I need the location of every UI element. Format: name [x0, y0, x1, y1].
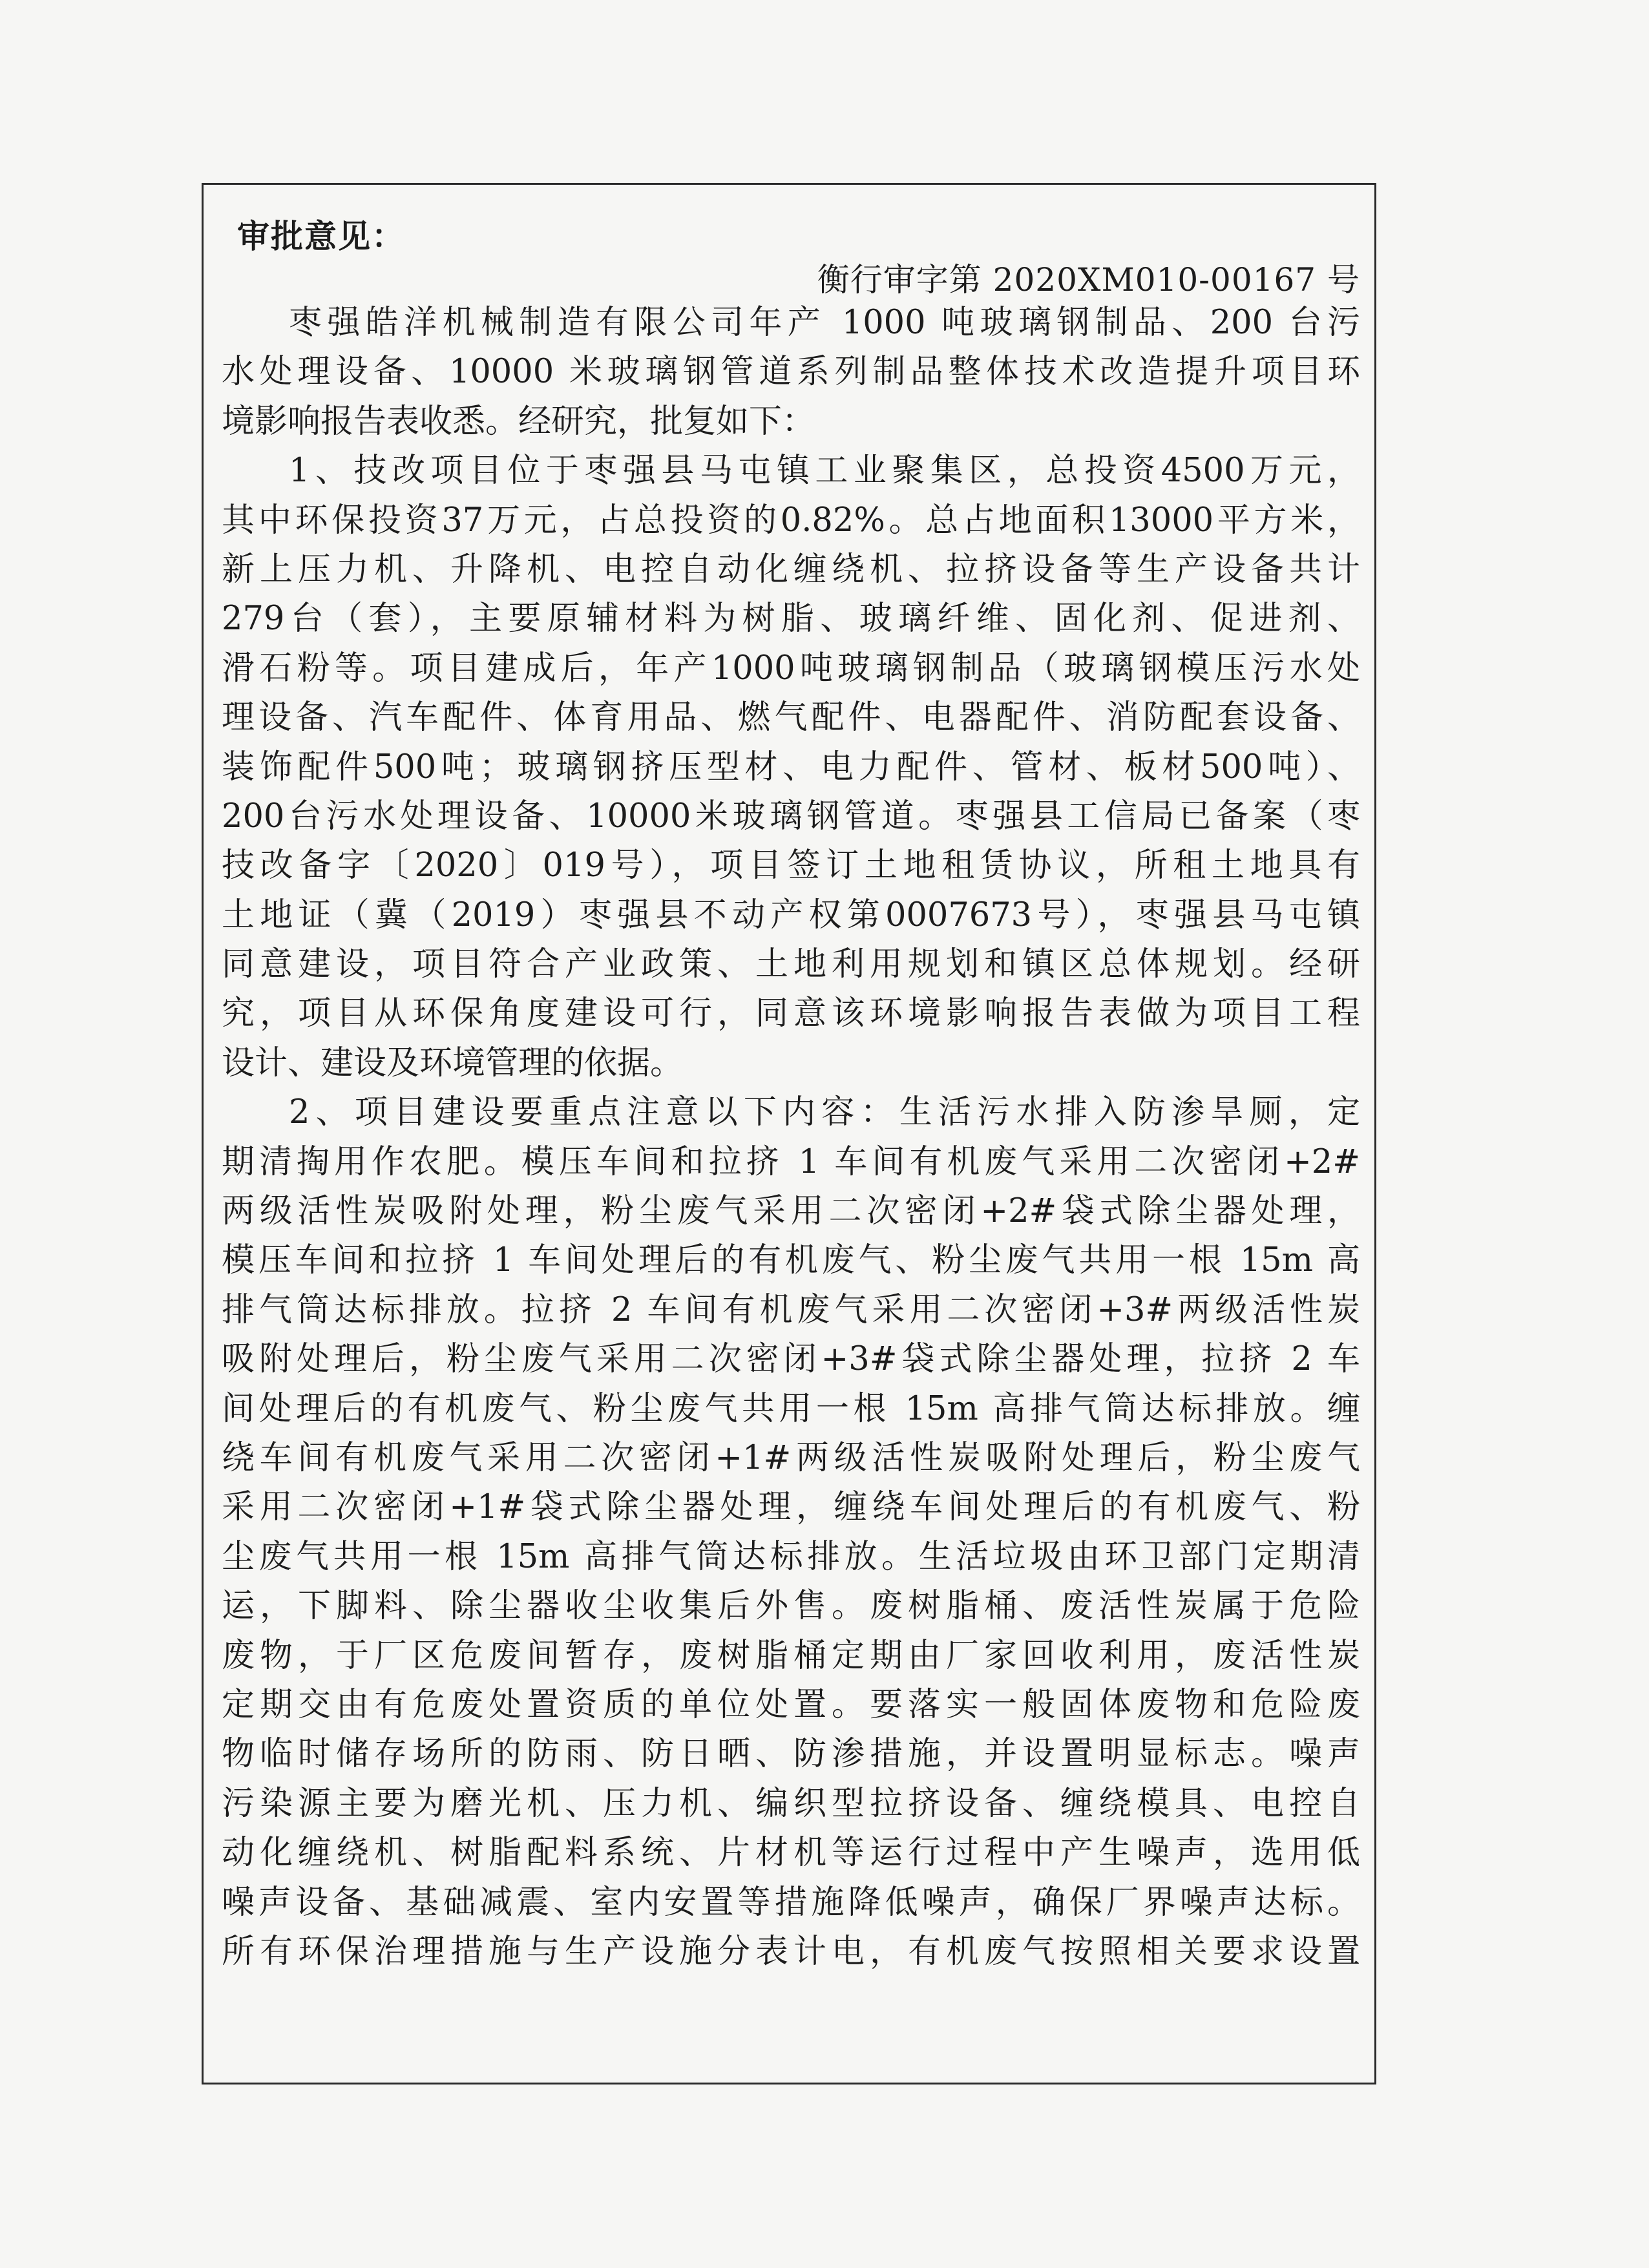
- paragraph-1-line: 设计、建设及环境管理的依据。: [222, 1044, 684, 1082]
- paragraph-2-line: 所有环保治理措施与生产设施分表计电，有机废气按照相关要求设置: [222, 1932, 1360, 1971]
- paragraph-1-line: 究，项目从环保角度建设可行，同意该环境影响报告表做为项目工程: [222, 994, 1360, 1033]
- paragraph-1-line: 滑石粉等。项目建成后，年产1000吨玻璃钢制品（玻璃钢模压污水处: [222, 649, 1360, 688]
- paragraph-2-line: 绕车间有机废气采用二次密闭+1#两级活性炭吸附处理后，粉尘废气: [222, 1438, 1360, 1477]
- paragraph-2-line: 运，下脚料、除尘器收尘收集后外售。废树脂桶、废活性炭属于危险: [222, 1587, 1360, 1626]
- paragraph-2-line: 模压车间和拉挤 1 车间处理后的有机废气、粉尘废气共用一根 15m 高: [222, 1241, 1360, 1280]
- document-number: 衡行审字第 2020XM010-00167 号: [817, 261, 1360, 299]
- intro-line: 水处理设备、10000 米玻璃钢管道系列制品整体技术改造提升项目环: [222, 353, 1360, 392]
- approval-opinion-box: [202, 183, 1376, 2084]
- paragraph-1-line: 装饰配件500吨；玻璃钢挤压型材、电力配件、管材、板材500吨）、: [222, 748, 1360, 786]
- paragraph-1-line: 技改备字〔2020〕019号），项目签订土地租赁协议，所租土地具有: [222, 846, 1360, 885]
- paragraph-2-line: 尘废气共用一根 15m 高排气筒达标排放。生活垃圾由环卫部门定期清: [222, 1537, 1360, 1576]
- paragraph-2-line: 排气筒达标排放。拉挤 2 车间有机废气采用二次密闭+3#两级活性炭: [222, 1290, 1360, 1329]
- paragraph-2-line: 废物，于厂区危废间暂存，废树脂桶定期由厂家回收利用，废活性炭: [222, 1636, 1360, 1675]
- approval-body: [222, 299, 1360, 1977]
- paragraph-1-line: 其中环保投资37万元，占总投资的0.82%。总占地面积13000平方米，: [222, 501, 1360, 540]
- paragraph-1-line: 理设备、汽车配件、体育用品、燃气配件、电器配件、消防配套设备、: [222, 698, 1360, 737]
- paragraph-2-line: 污染源主要为磨光机、压力机、编织型拉挤设备、缠绕模具、电控自: [222, 1784, 1360, 1823]
- paragraph-2-line: 采用二次密闭+1#袋式除尘器处理，缠绕车间处理后的有机废气、粉: [222, 1488, 1360, 1527]
- paragraph-2-line: 动化缠绕机、树脂配料系统、片材机等运行过程中产生噪声，选用低: [222, 1834, 1360, 1873]
- intro-line: 境影响报告表收悉。经研究，批复如下：: [222, 402, 815, 441]
- paragraph-1-line: 新上压力机、升降机、电控自动化缠绕机、拉挤设备等生产设备共计: [222, 550, 1360, 589]
- paragraph-1-line: 200台污水处理设备、10000米玻璃钢管道。枣强县工信局已备案（枣: [222, 797, 1360, 835]
- approval-heading: 审批意见：: [237, 217, 405, 255]
- paragraph-2-line: 两级活性炭吸附处理，粉尘废气采用二次密闭+2#袋式除尘器处理，: [222, 1192, 1360, 1231]
- paragraph-2-line: 期清掏用作农肥。模压车间和拉挤 1 车间有机废气采用二次密闭+2#: [222, 1142, 1360, 1181]
- intro-line: 枣强皓洋机械制造有限公司年产 1000 吨玻璃钢制品、200 台污: [289, 304, 1360, 342]
- paragraph-1-line: 1、技改项目位于枣强县马屯镇工业聚集区，总投资4500万元，: [289, 452, 1360, 490]
- paragraph-1-line: 279台（套），主要原辅材料为树脂、玻璃纤维、固化剂、促进剂、: [222, 600, 1360, 638]
- paragraph-2-line: 噪声设备、基础减震、室内安置等措施降低噪声，确保厂界噪声达标。: [222, 1883, 1360, 1922]
- paragraph-2-line: 吸附处理后，粉尘废气采用二次密闭+3#袋式除尘器处理，拉挤 2 车: [222, 1340, 1360, 1379]
- paragraph-1-line: 土地证（冀（2019）枣强县不动产权第0007673号），枣强县马屯镇: [222, 896, 1360, 934]
- paragraph-2-line: 2、项目建设要重点注意以下内容：生活污水排入防渗旱厕，定: [289, 1093, 1360, 1132]
- paragraph-2-line: 定期交由有危废处置资质的单位处置。要落实一般固体废物和危险废: [222, 1685, 1360, 1724]
- paragraph-2-line: 间处理后的有机废气、粉尘废气共用一根 15m 高排气筒达标排放。缠: [222, 1389, 1360, 1428]
- paragraph-2-line: 物临时储存场所的防雨、防日晒、防渗措施，并设置明显标志。噪声: [222, 1735, 1360, 1774]
- paragraph-1-line: 同意建设，项目符合产业政策、土地利用规划和镇区总体规划。经研: [222, 945, 1360, 984]
